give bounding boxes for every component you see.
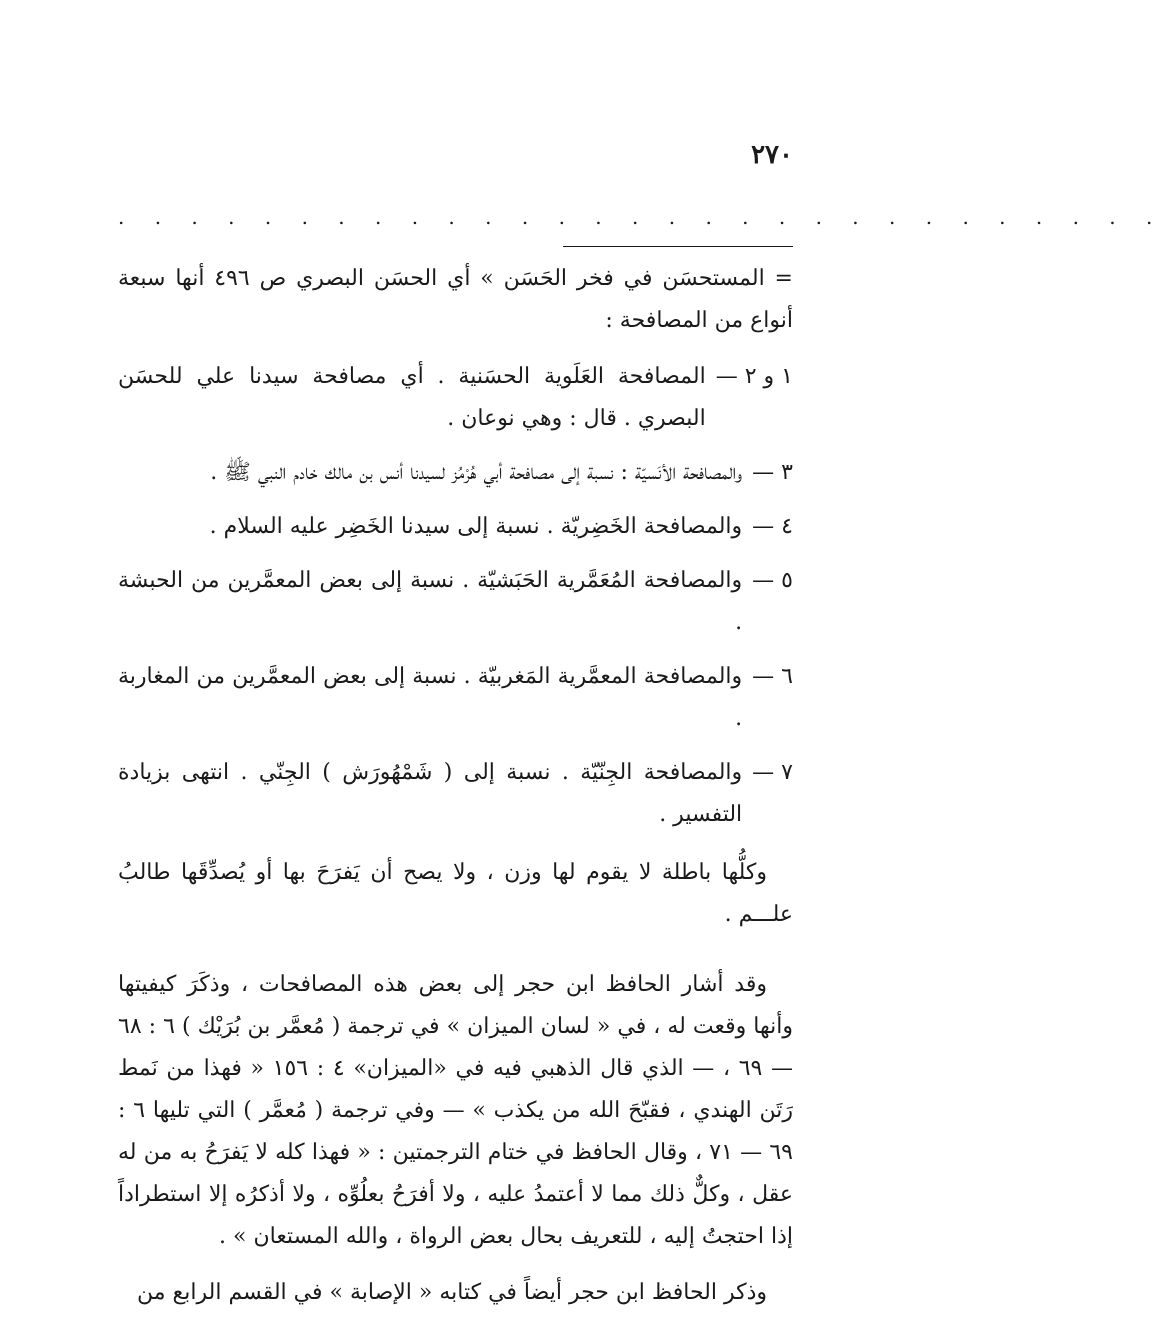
item-text: والمصافحة الأنَسيّة : نسبة إلى مصافحة أبي هُرْمُز لسيدنا أنس بن مالك خادم النبي ﷺ . [210, 460, 743, 485]
list-item [118, 752, 793, 836]
item-number: ٤ — [752, 514, 793, 539]
separator-dots: . . . . . . . . . . . . . . . . . . . . . . . . . . . . . [118, 205, 1164, 229]
item-number: ٣ — [752, 460, 793, 485]
item-text: المصافحة العَلَوية الحسَنية . أي مصافحة سيدنا علي للحسَن البصري . قال : وهي نوعان . [118, 364, 706, 431]
item-text: والمصافحة الجِنّيّة . نسبة إلى ( شَمْهُورَش ) الجِنّي . انتهى بزيادة التفسير . [118, 760, 743, 827]
item-number: ٥ — [752, 568, 793, 593]
item-text: والمصافحة الخَضِريّة . نسبة إلى سيدنا الخَضِر عليه السلام . [209, 514, 743, 539]
list-item [118, 560, 793, 644]
item-number: ٦ — [752, 664, 793, 689]
body-paragraph: وقد أشار الحافظ ابن حجر إلى بعض هذه المصافحات ، وذكَرَ كيفيتها وأنها وقعت له ، في « لسان الميزان » في ترجمة ( مُعمَّر بن بُرَيْك ) ٦ : ٦٨ — ٦٩ ، — الذي قال الذهبي فيه في «الميزان» ٤ : ١٥٦ « فهذا من نَمط رَتَن الهندي ، فقبّحَ الله من يكذب » — وفي ترجمة ( مُعمَّر ) التي تليها ٦ : ٦٩ — ٧١ ، وقال الحافظ في ختام الترجمتين : « فهذا كله لا يَفرَحُ به من له عقل ، وكلٌّ ذلك مما لا أعتمدُ عليه ، ولا أفرَحُ بعلُوِّه ، ولا أذكرُه إلا استطراداً إذا احتجتُ إليه ، للتعريف بحال بعض الرواة ، والله المستعان » . [118, 972, 793, 1249]
footnote-list [118, 356, 793, 836]
closing-paragraph: وكلُّها باطلة لا يقوم لها وزن ، ولا يصح أن يَفرَحَ بها أو يُصدِّقَها طالبُ علـــم . [118, 860, 793, 927]
item-number: ٧ — [752, 760, 793, 785]
page-content [118, 258, 793, 1314]
list-item [118, 656, 793, 740]
item-text: والمصافحة المعمَّرية المَغربيّة . نسبة إلى بعض المعمَّرين من المغاربة . [118, 664, 743, 731]
page-number: ٢٧٠ [751, 140, 793, 170]
item-text: والمصافحة المُعَمَّرية الحَبَشيّة . نسبة إلى بعض المعمَّرين من الحبشة . [118, 568, 743, 635]
body-paragraph: وذكر الحافظ ابن حجر أيضاً في كتابه « الإصابة » في القسم الرابع من [137, 1280, 767, 1305]
footnote-intro: = المستحسَن في فخر الحَسَن » أي الحسَن البصري ص ٤٩٦ أنها سبعة أنواع من المصافحة : [118, 266, 793, 333]
list-item [118, 506, 793, 548]
item-number: ١ و ٢ — [715, 364, 793, 389]
list-item [118, 452, 793, 494]
list-item [118, 356, 793, 440]
footnote-rule [563, 246, 793, 247]
